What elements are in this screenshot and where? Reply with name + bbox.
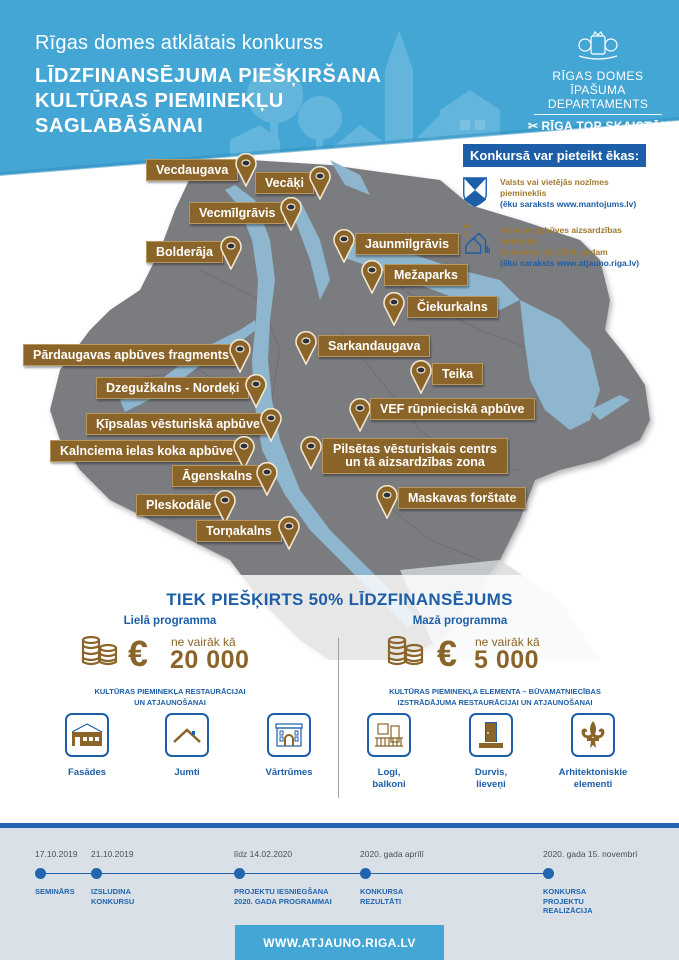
desc-line: KULTŪRAS PIEMINEKĻA ELEMENTA – BŪVAMATNIECĪBAS — [389, 687, 601, 696]
timeline-dot — [234, 868, 245, 879]
location-label-bolderaja[interactable]: Bolderāja — [146, 241, 223, 263]
desc-line: KULTŪRAS PIEMINEKĻA RESTAURĀCIJAI — [94, 687, 246, 696]
timeline-label — [543, 887, 593, 916]
category-label: Fasādes — [67, 767, 107, 778]
map-pin-icon[interactable] — [295, 331, 317, 365]
window-balcony-icon — [367, 713, 411, 757]
timeline-dot — [543, 868, 554, 879]
category-architectural-elements — [554, 713, 632, 791]
page-title — [35, 64, 382, 139]
map-pin-icon[interactable] — [361, 260, 383, 294]
map-pin-icon[interactable] — [333, 229, 355, 263]
label-line: KONKURSU — [91, 896, 135, 906]
program-desc-big — [70, 686, 270, 708]
map-pin-icon[interactable] — [220, 236, 242, 270]
eligibility-line: Uzbūvēta līdz 1940. gadam — [500, 247, 608, 257]
map-pin-icon[interactable] — [410, 360, 432, 394]
location-label-sarkandaugava[interactable]: Sarkandaugava — [318, 335, 430, 357]
website-link[interactable]: WWW.ATJAUNO.RIGA.LV — [235, 925, 444, 960]
max-prefix: ne vairāk kā — [171, 635, 236, 649]
atjauno-link[interactable]: (ēku saraksts www.atjauno.riga.lv) — [500, 258, 640, 268]
dept-name-line-2: ĪPAŠUMA DEPARTAMENTS — [547, 83, 649, 111]
location-label-old-town[interactable] — [322, 438, 508, 474]
euro-sign: € — [128, 633, 149, 674]
timeline-date: 2020. gada 15. novembrī — [543, 849, 638, 859]
funding-title: TIEK PIEŠĶIRTS 50% LĪDZFINANSĒJUMS — [166, 590, 513, 609]
timeline-date: līdz 14.02.2020 — [234, 849, 293, 859]
category-doors-porches — [452, 713, 530, 791]
program-name-small: Mazā programma — [412, 615, 508, 627]
label-line: REZULTĀTI — [360, 896, 402, 906]
label-line: balkoni — [372, 779, 406, 790]
location-label-dzeguzkalns[interactable]: Dzegužkalns - Nordeķi — [96, 377, 249, 399]
map-pin-icon[interactable] — [214, 490, 236, 524]
eligibility-line: piemineklis — [500, 188, 547, 198]
dept-name-line-1: RĪGAS DOMES — [552, 69, 644, 83]
category-gateways — [250, 713, 328, 779]
label-line: Durvis, — [474, 767, 508, 778]
door-porch-icon — [469, 713, 513, 757]
map-pin-icon[interactable] — [229, 339, 251, 373]
timeline-label — [35, 887, 75, 897]
title-line-3: SAGLABĀŠANAI — [35, 115, 204, 137]
contest-subtitle: Rīgas domes atklātais konkurss — [35, 32, 324, 54]
timeline-top-bar — [0, 823, 679, 828]
mantojums-link[interactable]: (ēku saraksts www.mantojums.lv) — [500, 199, 637, 209]
map-pin-icon[interactable] — [300, 436, 322, 470]
location-label-pardaugava[interactable]: Pārdaugavas apbūves fragments — [23, 344, 239, 366]
label-line: PROJEKTU — [543, 896, 584, 906]
max-amount-small: 5 000 — [474, 646, 540, 674]
coins-icon — [80, 636, 118, 666]
label-line: SEMINĀRS — [35, 887, 75, 896]
eligibility-line: teritorijās — [500, 236, 539, 246]
location-label-vecmilgravis[interactable]: Vecmīlgrāvis — [189, 202, 285, 224]
label-line: Arhitektoniskie — [558, 767, 628, 778]
timeline-label — [91, 887, 134, 906]
label-line: elementi — [573, 779, 613, 790]
desc-line: UN ATJAUNOŠANAI — [134, 698, 206, 707]
location-label-jaunmilgravis[interactable]: Jaunmīlgrāvis — [355, 233, 459, 255]
eligibility-text — [500, 177, 636, 210]
roof-icon — [165, 713, 209, 757]
label-line: Logi, — [377, 767, 401, 778]
location-label-tornakalns[interactable]: Torņakalns — [196, 520, 282, 542]
location-label-ciekurkalns[interactable]: Čiekurkalns — [407, 296, 498, 318]
map-pin-icon[interactable] — [235, 153, 257, 187]
location-label-mezaparks[interactable]: Mežaparks — [384, 264, 468, 286]
label-line: IZSLUDINA — [91, 887, 131, 896]
title-line-2: KULTŪRAS PIEMINEKĻU — [35, 90, 284, 112]
coins-icon — [386, 636, 424, 666]
max-prefix: ne vairāk kā — [475, 635, 540, 649]
max-amount-big: 20 000 — [170, 646, 250, 674]
timeline-date: 2020. gada aprīlī — [360, 849, 424, 859]
map-pin-icon[interactable] — [383, 292, 405, 326]
location-label-maskavas-forstate[interactable]: Maskavas forštate — [398, 487, 526, 509]
title-line-1: LĪDZFINANSĒJUMA PIEŠĶIRŠANA — [35, 65, 382, 87]
map-pin-icon[interactable] — [278, 516, 300, 550]
timeline-label — [360, 887, 403, 906]
brand-riga-top — [528, 119, 679, 133]
label-line: 2020. GADA PROGRAMMAI — [234, 896, 332, 906]
location-label-pleskodale[interactable]: Pleskodāle — [136, 494, 221, 516]
eligibility-title: Konkursā var pieteikt ēkas: — [463, 144, 646, 167]
program-divider — [338, 638, 339, 798]
category-facades — [48, 713, 126, 779]
category-roofs — [148, 713, 226, 779]
timeline-dot — [91, 868, 102, 879]
category-label — [554, 767, 632, 791]
euro-sign: € — [437, 633, 458, 674]
category-windows-balconies — [350, 713, 428, 791]
label-line: Pilsētas vēsturiskais centrs — [333, 442, 497, 456]
brand-text: RĪGA TOP SKAISTĀKA — [541, 119, 679, 133]
monument-shield-icon — [462, 177, 488, 207]
timeline-date: 21.10.2019 — [91, 849, 134, 859]
location-label-vecdaugava[interactable]: Vecdaugava — [146, 159, 238, 181]
label-line: lieveņi — [476, 779, 506, 790]
logo-divider — [534, 114, 662, 115]
crossed-tools-icon: ✂ — [528, 119, 539, 133]
map-pin-icon[interactable] — [376, 485, 398, 519]
protected-buildings-icon — [462, 225, 492, 255]
category-label — [350, 767, 428, 791]
coat-of-arms-icon — [575, 30, 621, 60]
timeline-line — [38, 873, 548, 874]
fleur-de-lis-icon — [571, 713, 615, 757]
map-pin-icon[interactable] — [260, 408, 282, 442]
location-label-kalnciema[interactable]: Kalnciema ielas koka apbūve — [50, 440, 243, 462]
map-pin-icon[interactable] — [309, 166, 331, 200]
label-line: KONKURSA — [360, 887, 404, 896]
desc-line: IZSTRĀDĀJUMA RESTAURĀCIJAI UN ATJAUNOŠANAI — [397, 698, 593, 707]
location-label-vef[interactable]: VEF rūpnieciskā apbūve — [370, 398, 535, 420]
label-line: PROJEKTU IESNIEGŠANA — [234, 887, 329, 896]
map-pin-icon[interactable] — [349, 398, 371, 432]
location-label-teika[interactable]: Teika — [432, 363, 483, 385]
category-label: Vārtrūmes — [265, 767, 313, 778]
eligibility-text — [500, 225, 639, 269]
map-pin-icon[interactable] — [245, 374, 267, 408]
label-line: un tā aizsardzības zona — [345, 455, 485, 469]
map-pin-icon[interactable] — [280, 197, 302, 231]
category-label: Jumti — [174, 767, 200, 778]
timeline-label — [234, 887, 332, 906]
location-label-vecaki[interactable]: Vecāķi — [255, 172, 314, 194]
program-desc-small — [350, 686, 640, 708]
timeline-date: 17.10.2019 — [35, 849, 78, 859]
timeline-dot — [35, 868, 46, 879]
location-label-kipsala[interactable]: Ķīpsalas vēsturiskā apbūve — [86, 413, 270, 435]
category-label — [452, 767, 530, 791]
eligibility-line: Valsts vai vietējās nozīmes — [500, 177, 609, 187]
timeline-dot — [360, 868, 371, 879]
map-pin-icon[interactable] — [256, 462, 278, 496]
department-logo — [528, 30, 679, 133]
label-line: REALIZĀCIJA — [543, 906, 593, 915]
label-line: KONKURSA — [543, 887, 587, 896]
location-label-agenskalns[interactable]: Āgenskalns — [172, 465, 262, 487]
eligibility-line: Atrodas apbūves aizsardzības — [500, 225, 622, 235]
program-name-big: Lielā programma — [123, 615, 217, 627]
facade-icon — [65, 713, 109, 757]
gateway-icon — [267, 713, 311, 757]
